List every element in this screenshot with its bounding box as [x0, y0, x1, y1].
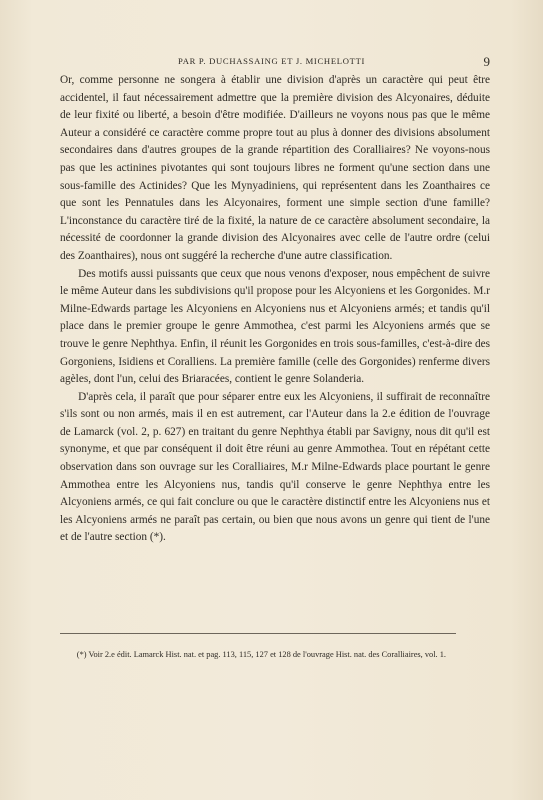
- footnote-divider: [60, 633, 456, 634]
- paragraph: Or, comme personne ne songera à établir une division d'après un caractère qui peut être accidentel, il faut nécessairement admettre que la première division des Alcyonaires, déduite de leur fixité ou liberté, a besoin d'être modifiée. D'ailleurs ne voyons nous pas que le même Auteur a considéré ce caractère comme propre tout au plus à donner des divisions absolument secondaires dans d'autres groupes de la grande répartition des Coralliaires? Ne voyons-nous pas que les actinines pivotantes qui sont toujours libres ne forment qu'une section dans une sous-famille des Actinides? Que les Mynyadiniens, qui représentent dans les Zoanthaires ce que sont les Pennatules dans les Alcyonaires, forment une simple section d'une famille? L'inconstance du caractère tiré de la fixité, la nature de ce caractère absolument secondaire, la nécessité de coordonner la grande division des Alcyonaires avec celle de l'autre ordre (celui des Zoanthaires), nous ont suggéré la recherche d'une autre classification.: [60, 74, 490, 262]
- paragraph: Des motifs aussi puissants que ceux que nous venons d'exposer, nous empêchent de suivre le même Auteur dans les subdivisions qu'il propose pour les Alcyoniens et les Gorgonides. M.r Milne-Edwards partage les Alcyoniens en Alcyoniens nus et Alcyoniens armés; et tandis qu'il place dans le premier groupe le genre Ammothea, c'est parmi les Alcyoniens armés que se trouve le genre Nephthya. Enfin, il réunit les Gorgonides en trois sous-familles, c'est-à-dire des Gorgoniens, Isidiens et Coralliens. La première famille (celle des Gorgonides) renferme divers agèles, dont l'un, celui des Briaracées, contient le genre Solanderia.: [60, 267, 490, 386]
- paragraph: D'après cela, il paraît que pour séparer entre eux les Alcyoniens, il suffirait de reconnaître s'ils sont ou non armés, mais il en est autrement, car l'Auteur dans la 2.e édition de l'ouvrage de Lamarck (vol. 2, p. 627) en traitant du genre Nephthya établi par Savigny, nous dit qu'il est synonyme, et que par conséquent il doit être réuni au genre Ammothea. Tout en répétant cette observation dans son ouvrage sur les Coralliaires, M.r Milne-Edwards place pourtant le genre Ammothea entre les Alcyoniens nus, tandis qu'il conserve le genre Nephthya entre les Alcyoniens armés, ce qui fait conclure ou que le caractère distinctif entre les Alcyoniens nus et les Alcyoniens armés ne paraît pas certain, ou bien que nous avons un genre qui tient de l'une et de l'autre section (*).: [60, 390, 490, 544]
- page-header: [60, 54, 490, 70]
- running-head: PAR P. DUCHASSAING ET J. MICHELOTTI: [178, 56, 366, 66]
- footnote: (*) Voir 2.e édit. Lamarck Hist. nat. et pag. 113, 115, 127 et 128 de l'ouvrage Hist. nat. des Coralliaires, vol. 1.: [76, 650, 447, 659]
- main-text: [60, 72, 490, 547]
- page-number: 9: [483, 54, 490, 69]
